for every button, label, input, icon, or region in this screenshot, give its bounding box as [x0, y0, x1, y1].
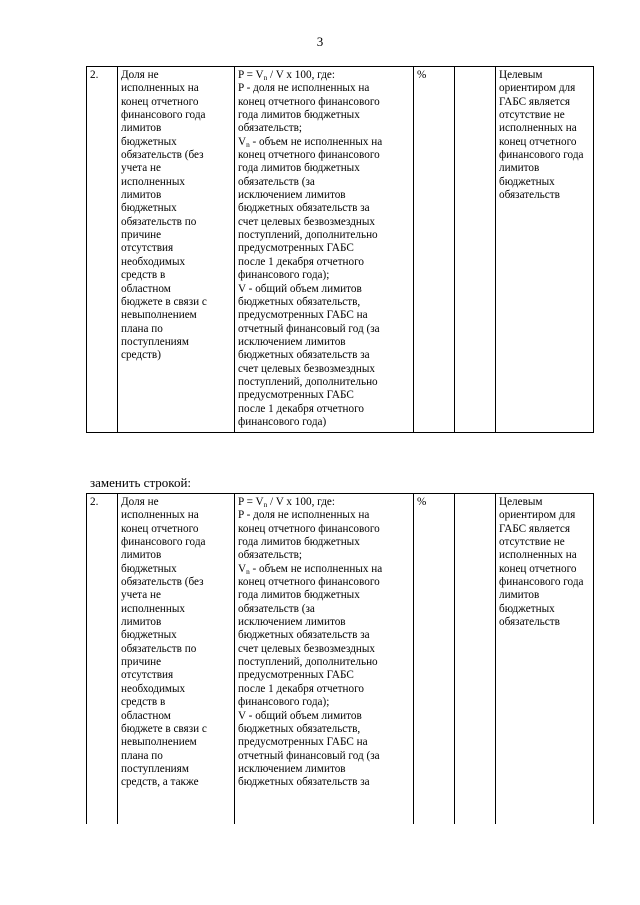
text-line: невыполнением [121, 736, 197, 749]
text-line: конец отчетного финансового [238, 522, 380, 535]
text-line: обязательств; [238, 122, 303, 135]
text-line: конец отчетного финансового [238, 95, 380, 108]
row-number-cell [87, 67, 118, 433]
text-line: причине [121, 656, 162, 669]
text-line: Целевым [499, 69, 543, 81]
text-line: бюджетных [121, 202, 177, 215]
text-line: предусмотренных ГАБС [238, 389, 354, 402]
text-line: бюджетных обязательств за [238, 629, 370, 642]
vn-definition [238, 149, 410, 282]
note-cell [496, 494, 594, 824]
text-line: после 1 декабря отчетного [238, 255, 364, 268]
text-line: лимитов [499, 162, 540, 175]
text-line: конец отчетного [499, 135, 577, 148]
vn-first-text: - объем не исполненных на [249, 562, 383, 575]
text-line: необходимых [121, 682, 186, 695]
text-line: предусмотренных ГАБС на [238, 309, 368, 322]
formula-cell [235, 67, 414, 433]
text-line: финансового года); [238, 696, 330, 709]
text-line: областном [121, 282, 171, 295]
text-line: обязательств (без [121, 576, 204, 589]
text-line: ГАБС является [499, 522, 571, 535]
text-line: бюджете в связи с [121, 295, 207, 308]
text-line: ориентиром для [499, 509, 576, 522]
row-number: 2. [90, 496, 99, 508]
text-line: учета не [121, 589, 161, 602]
text-line: конец отчетного [121, 95, 199, 108]
vn-symbol: V [238, 135, 247, 148]
text-line: лимитов [121, 122, 162, 135]
formula-rhs: / V x 100, где: [267, 69, 335, 81]
text-line: исполненных на [121, 509, 199, 522]
text-line: отсутствия [121, 669, 174, 682]
text-line: P - доля не исполненных на [238, 509, 370, 522]
page-number: 3 [316, 34, 324, 49]
row-number-cell [87, 494, 118, 824]
vn-definition-first-line [238, 563, 410, 576]
text-line: бюджетных обязательств, [238, 722, 361, 735]
text-line: невыполнением [121, 309, 197, 322]
text-line: после 1 декабря отчетного [238, 402, 364, 415]
text-line: лимитов [121, 189, 162, 202]
formula-rhs: / V x 100, где: [267, 496, 335, 508]
text-line: исполненных на [499, 549, 577, 562]
text-line: предусмотренных ГАБС [238, 242, 354, 255]
text-line: поступлений, дополнительно [238, 656, 378, 669]
vn-symbol: V [238, 562, 247, 575]
table-row [87, 67, 594, 433]
text-line: конец отчетного финансового [238, 149, 380, 162]
text-line: причине [121, 229, 162, 242]
text-line: обязательств по [121, 215, 197, 228]
vn-subscript: n [246, 567, 250, 576]
text-line: года лимитов бюджетных [238, 536, 360, 549]
text-line: исключением лимитов [238, 616, 346, 629]
formula-lhs: P = V [238, 496, 264, 508]
text-line: поступлениям [121, 335, 189, 348]
text-line: обязательств [499, 189, 560, 202]
text-line: конец отчетного [499, 562, 577, 575]
text-line: исполненных [121, 175, 186, 188]
text-line: счет целевых безвозмездных [238, 362, 376, 375]
target-note [499, 496, 590, 629]
text-line: бюджетных [121, 629, 177, 642]
text-line: V - общий объем лимитов [238, 282, 362, 295]
text-line: учета не [121, 162, 161, 175]
replace-label: заменить строкой: [90, 475, 192, 490]
text-line: бюджетных обязательств за [238, 349, 370, 362]
text-line: бюджетных обязательств, [238, 295, 361, 308]
text-line: обязательств по [121, 642, 197, 655]
text-line: обязательств (за [238, 175, 315, 188]
row-number: 2. [90, 69, 99, 81]
text-line: обязательств (за [238, 602, 315, 615]
text-line: ГАБС является [499, 95, 571, 108]
text-line: конец отчетного [121, 522, 199, 535]
text-line: плана по [121, 749, 163, 762]
text-line: бюджетных [499, 602, 555, 615]
vn-subscript: n [246, 140, 250, 149]
indicator-name-cell [118, 67, 235, 433]
text-line: бюджетных обязательств за [238, 202, 370, 215]
text-line: поступлений, дополнительно [238, 375, 378, 388]
text-line: обязательств [499, 616, 560, 629]
unit-cell [414, 67, 455, 433]
text-line: года лимитов бюджетных [238, 589, 360, 602]
text-line: необходимых [121, 255, 186, 268]
indicator-name-cell [118, 494, 235, 824]
old-indicator-table [86, 66, 594, 433]
text-line: исполненных на [121, 82, 199, 95]
text-line: средств в [121, 696, 166, 709]
text-line: конец отчетного финансового [238, 576, 380, 589]
vn-definition-first-line [238, 136, 410, 149]
unit-cell [414, 494, 455, 824]
formula [238, 69, 410, 82]
text-line: финансового года) [238, 415, 327, 428]
indicator-name [121, 496, 231, 790]
text-line: областном [121, 709, 171, 722]
text-line: Целевым [499, 496, 543, 508]
text-line: поступлений, дополнительно [238, 229, 378, 242]
text-line: отсутствие не [499, 109, 565, 122]
formula-lhs: P = V [238, 69, 264, 81]
text-line: лимитов [121, 616, 162, 629]
table-row [87, 494, 594, 824]
text-line: финансового года [499, 149, 584, 162]
text-line: Доля не [121, 69, 159, 81]
text-line: ориентиром для [499, 82, 576, 95]
text-line: бюджетных [121, 135, 177, 148]
unit: % [417, 69, 427, 81]
text-line: отсутствия [121, 242, 174, 255]
target-note [499, 69, 590, 202]
text-line: P - доля не исполненных на [238, 82, 370, 95]
unit: % [417, 496, 427, 508]
text-line: финансового года [121, 536, 206, 549]
empty-cell [455, 494, 496, 824]
p-definition [238, 82, 410, 135]
text-line: отчетный финансовый год (за [238, 749, 380, 762]
vn-first-text: - объем не исполненных на [249, 135, 383, 148]
text-line: отчетный финансовый год (за [238, 322, 380, 335]
text-line: бюджетных обязательств за [238, 776, 370, 789]
text-line: лимитов [121, 549, 162, 562]
text-line: исключением лимитов [238, 189, 346, 202]
new-indicator-table [86, 493, 594, 824]
text-line: исключением лимитов [238, 335, 346, 348]
text-line: средств) [121, 349, 161, 362]
text-line: плана по [121, 322, 163, 335]
p-definition [238, 509, 410, 562]
text-line: исключением лимитов [238, 762, 346, 775]
formula-cell [235, 494, 414, 824]
text-line: счет целевых безвозмездных [238, 642, 376, 655]
indicator-name [121, 69, 231, 363]
text-line: бюджете в связи с [121, 722, 207, 735]
text-line: обязательств; [238, 549, 303, 562]
text-line: V - общий объем лимитов [238, 709, 362, 722]
text-line: финансового года [499, 576, 584, 589]
text-line: предусмотренных ГАБС на [238, 736, 368, 749]
text-line: счет целевых безвозмездных [238, 215, 376, 228]
text-line: финансового года [121, 109, 206, 122]
text-line: предусмотренных ГАБС [238, 669, 354, 682]
text-line: поступлениям [121, 762, 189, 775]
text-line: обязательств (без [121, 149, 204, 162]
text-line: средств, а также [121, 776, 199, 789]
text-line: года лимитов бюджетных [238, 162, 360, 175]
vn-definition [238, 576, 410, 709]
formula [238, 496, 410, 509]
text-line: исполненных [121, 602, 186, 615]
text-line: бюджетных [499, 175, 555, 188]
v-definition [238, 283, 410, 430]
text-line: Доля не [121, 496, 159, 508]
text-line: финансового года); [238, 269, 330, 282]
text-line: лимитов [499, 589, 540, 602]
text-line: отсутствие не [499, 536, 565, 549]
empty-cell [455, 67, 496, 433]
text-line: года лимитов бюджетных [238, 109, 360, 122]
note-cell [496, 67, 594, 433]
text-line: бюджетных [121, 562, 177, 575]
text-line: после 1 декабря отчетного [238, 682, 364, 695]
text-line: исполненных на [499, 122, 577, 135]
formula-subscript: n [263, 500, 268, 509]
v-definition [238, 710, 410, 790]
text-line: средств в [121, 269, 166, 282]
formula-subscript: n [263, 73, 268, 82]
